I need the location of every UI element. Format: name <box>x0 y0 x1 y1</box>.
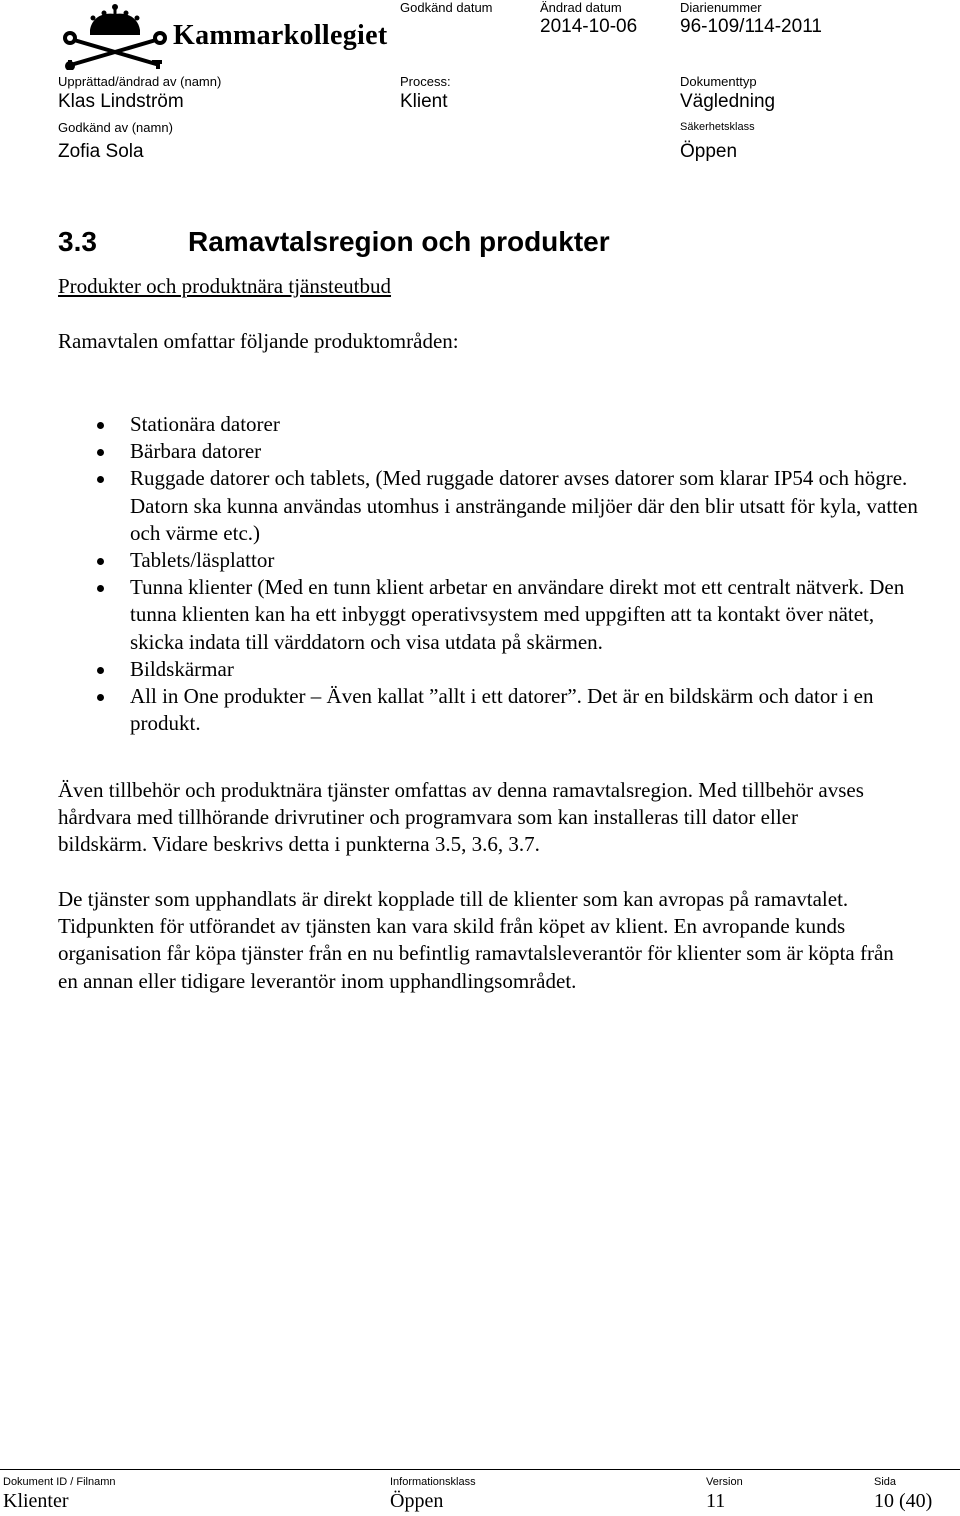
section-heading <box>58 226 610 258</box>
dokument-id-value: Klienter <box>3 1490 69 1512</box>
paragraph-services: De tjänster som upphandlats är direkt kopplade till de klienter som kan avropas på ramavtalet. Tidpunkten för utförandet av tjänsten kan vara skild från köpet av klient. En avropande kunds organisation får köpa tjänster från en nu befintlig ramavtalsleverantör för klienter som är köpta från en annan eller tidigare leverantör inom upphandlingsområdet. <box>58 887 894 993</box>
sakerhetsklass-value: Öppen <box>680 141 738 162</box>
godkand-av-value: Zofia Sola <box>58 141 144 162</box>
informationsklass-value: Öppen <box>390 1490 444 1512</box>
list-item: Bildskärmar <box>130 656 920 683</box>
version-label: Version <box>706 1476 743 1488</box>
list-item: Stationära datorer <box>130 411 920 438</box>
version-value: 11 <box>706 1490 726 1512</box>
section-subheading: Produkter och produktnära tjänsteutbud <box>58 274 392 298</box>
sida-label: Sida <box>874 1476 897 1488</box>
intro-text: Ramavtalen omfattar följande produktområden: <box>58 329 459 353</box>
dokumenttyp-label: Dokumenttyp <box>680 74 757 89</box>
andrad-datum-label: Ändrad datum <box>540 0 622 15</box>
upprattad-label: Upprättad/ändrad av (namn) <box>58 74 222 89</box>
list-item: Tunna klienter (Med en tunn klient arbetar en användare direkt mot ett centralt nätverk. Den tunna klienten kan ha ett inbyggt operativsystem med uppgiften att ta kontakt över nätet, skicka indata till värddatorn och visa utdata på skärmen. <box>130 574 920 656</box>
diarienummer-label: Diarienummer <box>680 0 762 15</box>
section-number: 3.3 <box>58 226 97 257</box>
dokument-id-label: Dokument ID / Filnamn <box>3 1476 116 1488</box>
kammarkollegiet-logo <box>60 2 390 70</box>
footer-divider <box>0 1469 960 1470</box>
crown-keys-emblem-icon <box>60 2 170 70</box>
godkand-datum-label: Godkänd datum <box>400 0 493 15</box>
sida-value: 10 (40) <box>874 1490 933 1512</box>
list-item: Tablets/läsplattor <box>130 547 920 574</box>
diarienummer-value: 96-109/114-2011 <box>680 16 822 37</box>
product-list <box>130 411 920 737</box>
upprattad-value: Klas Lindström <box>58 91 184 112</box>
section-title: Ramavtalsregion och produkter <box>188 226 610 257</box>
informationsklass-label: Informationsklass <box>390 1476 476 1488</box>
godkand-av-label: Godkänd av (namn) <box>58 120 173 135</box>
andrad-datum-value: 2014-10-06 <box>540 16 638 37</box>
logo-wordmark: Kammarkollegiet <box>173 20 388 51</box>
process-value: Klient <box>400 91 448 112</box>
paragraph-accessories: Även tillbehör och produktnära tjänster omfattas av denna ramavtalsregion. Med tillbehör avses hårdvara med tillhörande drivrutiner och programvara som kan installeras till dator eller bildskärm. Vidare beskrivs detta i punkterna 3.5, 3.6, 3.7. <box>58 778 864 857</box>
dokumenttyp-value: Vägledning <box>680 91 776 112</box>
list-item: Ruggade datorer och tablets, (Med ruggade datorer avses datorer som klarar IP54 och högre. Datorn ska kunna användas utomhus i ansträngande miljöer där den blir utsatt för kyla, vatten och värme etc.) <box>130 465 920 547</box>
list-item: All in One produkter – Även kallat ”allt i ett datorer”. Det är en bildskärm och dator i en produkt. <box>130 683 920 737</box>
list-item: Bärbara datorer <box>130 438 920 465</box>
process-label: Process: <box>400 74 451 89</box>
sakerhetsklass-label: Säkerhetsklass <box>680 121 755 133</box>
